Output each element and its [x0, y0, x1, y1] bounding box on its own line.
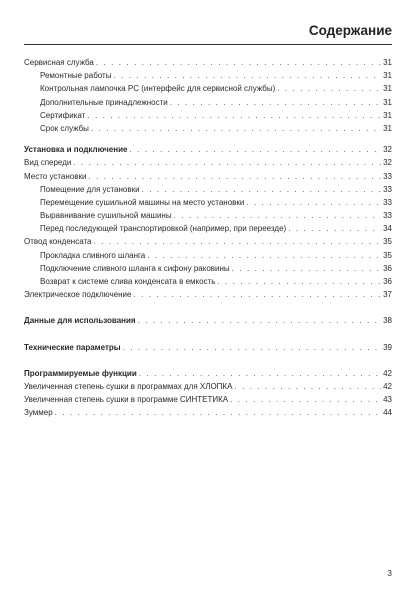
- toc-entry-title: Электрическое подключение: [24, 290, 132, 300]
- toc-entry-page: 33: [383, 211, 392, 221]
- toc-entry: [24, 183, 392, 196]
- toc-entry-page: 44: [383, 408, 392, 418]
- toc-entry-title: Вид спереди: [24, 158, 72, 168]
- toc-entry-page: 36: [383, 277, 392, 286]
- toc-section-installation: [24, 143, 392, 301]
- toc-entry-page: 42: [383, 368, 392, 378]
- toc-entry: [24, 196, 392, 209]
- toc-entry-title: Технические параметры: [24, 342, 121, 352]
- dot-leader: [170, 96, 381, 109]
- dot-leader: [138, 314, 381, 327]
- toc-entry: [24, 222, 392, 235]
- toc-entry-page: 31: [383, 71, 392, 81]
- dot-leader: [142, 183, 382, 196]
- dot-leader: [133, 288, 381, 301]
- toc-entry: [24, 341, 392, 354]
- dot-leader: [288, 222, 381, 235]
- toc-entry: [24, 249, 392, 262]
- toc-entry-title: Зуммер: [24, 408, 53, 418]
- toc-entry-title: Ремонтные работы: [40, 71, 112, 81]
- toc-entry-title: Увеличенная степень сушки в программе СИНТЕТИКА: [24, 395, 229, 405]
- dot-leader: [139, 367, 381, 380]
- dot-leader: [277, 82, 381, 95]
- toc-section-service: [24, 56, 392, 135]
- toc-entry: [24, 143, 392, 156]
- dot-leader: [217, 275, 381, 288]
- toc-entry: [24, 262, 392, 275]
- section-spacer: [24, 328, 392, 341]
- dot-leader: [96, 56, 381, 69]
- dot-leader: [129, 143, 381, 156]
- dot-leader: [234, 380, 381, 393]
- toc-entry-page: 32: [383, 158, 392, 168]
- toc-entry-title: Возврат к системе слива конденсата в емкость: [40, 277, 216, 286]
- toc-entry-page: 31: [383, 123, 392, 133]
- dot-leader: [87, 109, 381, 122]
- toc-entry: [24, 235, 392, 248]
- toc-entry: [24, 209, 392, 222]
- toc-entry-title: Данные для использования: [24, 316, 136, 326]
- toc-entry-page: 33: [383, 197, 392, 207]
- toc-entry-title: Дополнительные принадлежности: [40, 97, 168, 107]
- dot-leader: [88, 170, 381, 183]
- toc-entry-page: 33: [383, 184, 392, 194]
- toc-entry-title: Контрольная лампочка PC (интерфейс для сервисной службы): [40, 84, 276, 94]
- toc-entry: [24, 82, 392, 95]
- dot-leader: [246, 196, 381, 209]
- toc-entry: [24, 288, 392, 301]
- toc-entry-page: 42: [383, 381, 392, 391]
- toc-entry-title: Сертификат: [40, 110, 86, 120]
- page-title: Содержание: [308, 23, 392, 38]
- toc-entry-title: Программируемые функции: [24, 368, 137, 378]
- toc-entry-title: Прокладка сливного шланга: [40, 250, 146, 260]
- toc-entry-title: Помещение для установки: [40, 184, 140, 194]
- toc-entry-page: 31: [383, 110, 392, 120]
- toc-entry-page: 38: [383, 316, 392, 326]
- toc-entry: [24, 56, 392, 69]
- toc-entry-title: Место установки: [24, 171, 87, 181]
- dot-leader: [232, 262, 381, 275]
- section-spacer: [24, 301, 392, 314]
- toc-entry-page: 31: [383, 84, 392, 94]
- toc-entry: [24, 406, 392, 419]
- toc-entry-title: Срок службы: [40, 123, 89, 133]
- dot-leader: [73, 156, 381, 169]
- dot-leader: [123, 341, 382, 354]
- toc-entry-page: 31: [383, 97, 392, 107]
- toc-entry: [24, 393, 392, 406]
- toc-entry: [24, 380, 392, 393]
- toc-entry-page: 43: [383, 395, 392, 405]
- toc-entry-title: Сервисная служба: [24, 58, 94, 67]
- dot-leader: [230, 393, 381, 406]
- toc-entry: [24, 122, 392, 135]
- toc-section-usage-data: [24, 314, 392, 327]
- toc-entry: [24, 69, 392, 82]
- toc-entry: [24, 170, 392, 183]
- toc-entry-page: 36: [383, 263, 392, 273]
- section-spacer: [24, 354, 392, 367]
- toc-entry: [24, 109, 392, 122]
- toc-entry-page: 35: [383, 237, 392, 247]
- toc-entry: [24, 96, 392, 109]
- dot-leader: [174, 209, 382, 222]
- dot-leader: [94, 235, 382, 248]
- page-number: 3: [387, 568, 392, 578]
- toc-entry: [24, 314, 392, 327]
- dot-leader: [147, 249, 381, 262]
- dot-leader: [55, 406, 381, 419]
- toc-entry-title: Выравнивание сушильной машины: [40, 211, 172, 221]
- toc-entry: [24, 156, 392, 169]
- toc-entry-title: Установка и подключение: [24, 145, 128, 155]
- toc-entry-page: 35: [383, 250, 392, 260]
- toc-entry-page: 37: [383, 290, 392, 300]
- toc-entry-title: Перед последующей транспортировкой (например, при переезде): [40, 224, 287, 234]
- toc-section-programmable: [24, 367, 392, 420]
- toc-entry-title: Отвод конденсата: [24, 237, 92, 247]
- toc-entry: [24, 367, 392, 380]
- toc-entry-page: 39: [383, 342, 392, 352]
- toc-entry-title: Увеличенная степень сушки в программах для ХЛОПКА: [24, 381, 233, 391]
- dot-leader: [91, 122, 381, 135]
- dot-leader: [113, 69, 381, 82]
- page-header: [24, 14, 392, 45]
- toc-section-technical: [24, 341, 392, 354]
- toc-entry-title: Подключение сливного шланга к сифону раковины: [40, 263, 230, 273]
- table-of-contents: [24, 56, 392, 420]
- toc-entry-title: Перемещение сушильной машины на место установки: [40, 197, 245, 207]
- toc-entry-page: 32: [383, 145, 392, 155]
- section-spacer: [24, 135, 392, 143]
- toc-entry-page: 33: [383, 171, 392, 181]
- toc-entry-page: 31: [383, 58, 392, 67]
- toc-entry: [24, 275, 392, 288]
- toc-entry-page: 34: [383, 224, 392, 234]
